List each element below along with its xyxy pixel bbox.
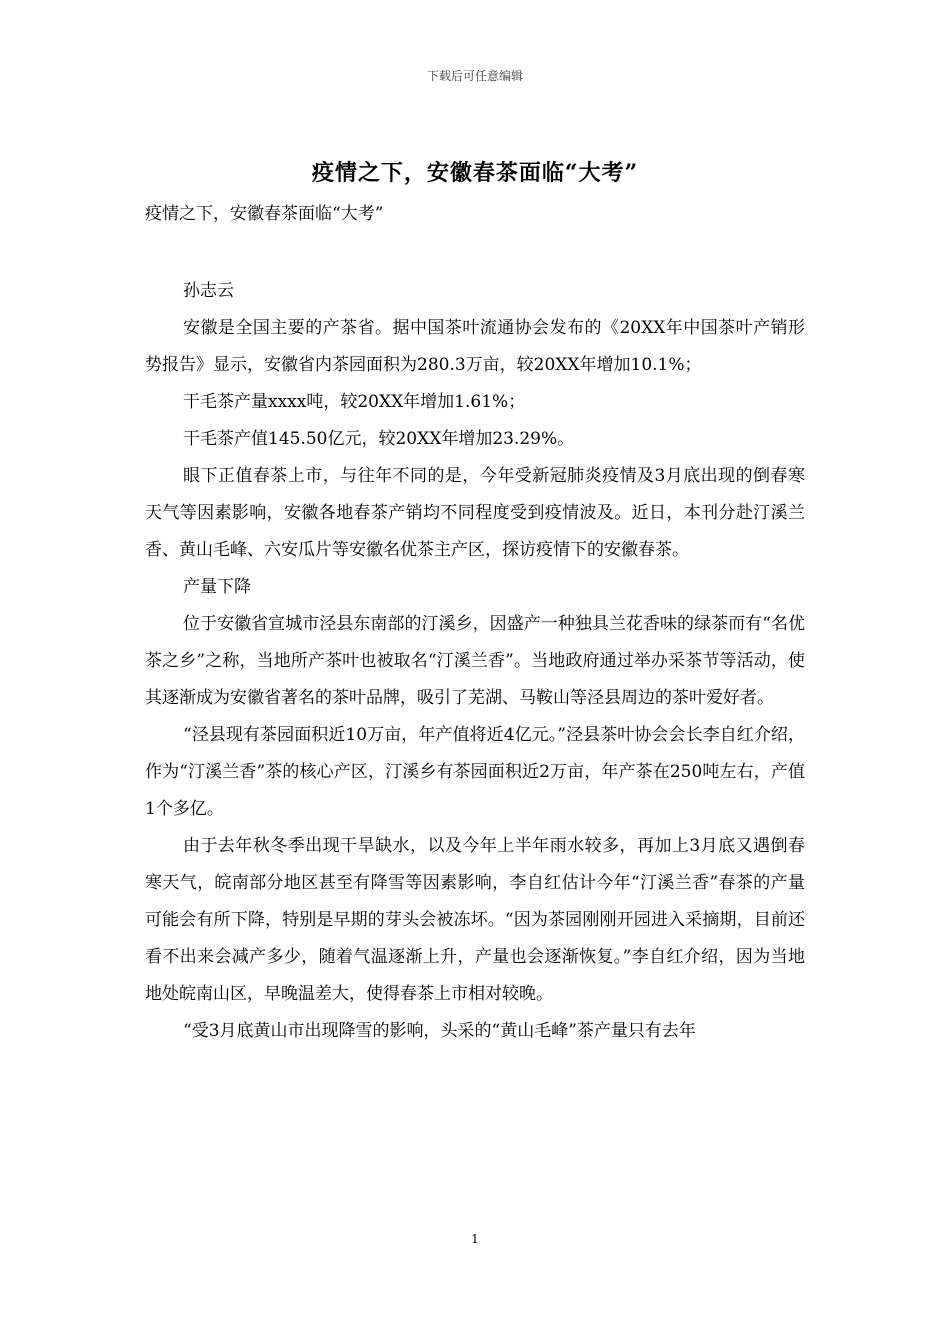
- document-title: 疫情之下，安徽春茶面临“大考”: [311, 160, 639, 186]
- paragraph: 安徽是全国主要的产茶省。据中国茶叶流通协会发布的《20XX年中国茶叶产销形势报告》显示，安徽省内茶园面积为280.3万亩，较20XX年增加10.1%；: [145, 318, 805, 375]
- paragraph: 干毛茶产量xxxx吨，较20XX年增加1.61%；: [183, 392, 526, 412]
- paragraph: 由于去年秋冬季出现干旱缺水，以及今年上半年雨水较多，再加上3月底又遇倒春寒天气，皖南部分地区甚至有降雪等因素影响，李自红估计今年“汀溪兰香”春茶的产量可能会有所下降，特别是早期的芽头会被冻坏。“因为茶园刚刚开园进入采摘期，目前还看不出来会减产多少，随着气温逐渐上升，产量也会逐渐恢复。”李自红介绍，因为当地地处皖南山区，早晚温差大，使得春茶上市相对较晚。: [145, 836, 805, 1004]
- paragraph: “泾县现有茶园面积近10万亩，年产值将近4亿元。”泾县茶叶协会会长李自红介绍，作为“汀溪兰香”茶的核心产区，汀溪乡有茶园面积近2万亩，年产茶在250吨左右，产值1个多亿。: [145, 725, 805, 819]
- paragraph: 产量下降: [183, 577, 251, 597]
- page-number: 1: [471, 1232, 479, 1246]
- paragraph: 疫情之下，安徽春茶面临“大考”: [145, 204, 384, 224]
- paragraph: 位于安徽省宣城市泾县东南部的汀溪乡，因盛产一种独具兰花香味的绿茶而有“名优茶之乡”之称，当地所产茶叶也被取名“汀溪兰香”。当地政府通过举办采茶节等活动，使其逐渐成为安徽省著名的茶叶品牌，吸引了芜湖、马鞍山等泾县周边的茶叶爱好者。: [145, 614, 805, 708]
- page-header: 下载后可任意编辑: [426, 69, 523, 83]
- paragraph: 眼下正值春茶上市，与往年不同的是，今年受新冠肺炎疫情及3月底出现的倒春寒天气等因素影响，安徽各地春茶产销均不同程度受到疫情波及。近日，本刊分赴汀溪兰香、黄山毛峰、六安瓜片等安徽名优茶主产区，探访疫情下的安徽春茶。: [145, 466, 805, 560]
- paragraph: “受3月底黄山市出现降雪的影响，头采的“黄山毛峰”茶产量只有去年: [183, 1021, 696, 1041]
- document-body: [145, 196, 805, 1050]
- paragraph: 孙志云: [183, 281, 234, 301]
- paragraph: 干毛茶产值145.50亿元，较20XX年增加23.29%。: [183, 429, 575, 449]
- paragraph-spacer: [145, 233, 805, 273]
